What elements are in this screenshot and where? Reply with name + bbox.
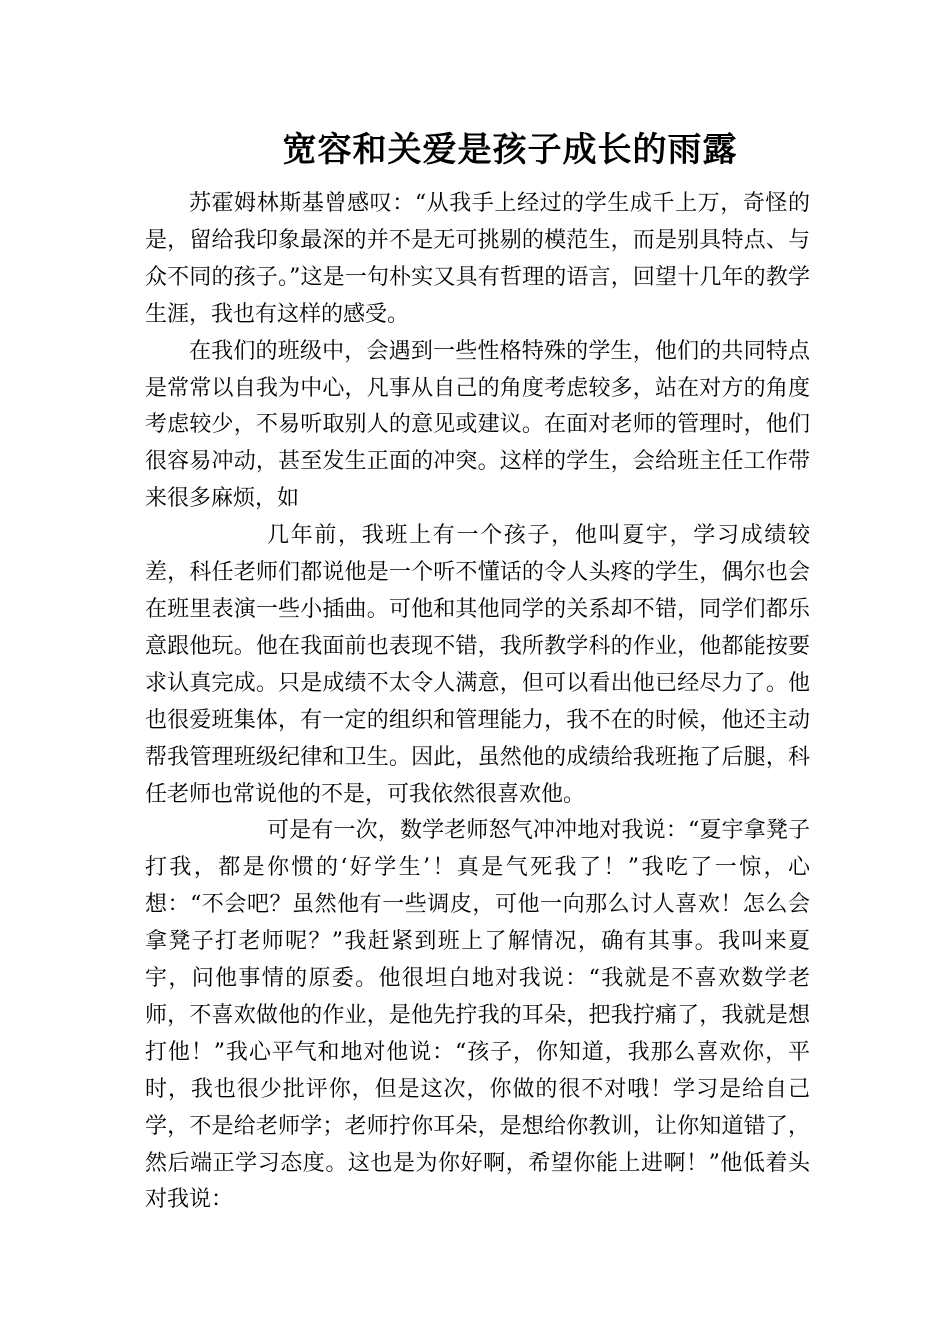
paragraph-3: 几年前，我班上有一个孩子，他叫夏宇，学习成绩较差，科任老师们都说他是一个听不懂话的令人头疼的学生，偶尔也会在班里表演一些小插曲。可他和其他同学的关系却不错，同学们都乐意跟他玩。他在我面前也表现不错，我所教学科的作业，他都能按要求认真完成。只是成绩不太令人满意，但可以看出他已经尽力了。他也很爱班集体，有一定的组织和管理能力，我不在的时候，他还主动帮我管理班级纪律和卫生。因此，虽然他的成绩给我班拖了后腿，科任老师也常说他的不是，可我依然很喜欢他。 — [145, 523, 810, 807]
paragraph-1: 苏霍姆林斯基曾感叹：“从我手上经过的学生成千上万，奇怪的是，留给我印象最深的并不是无可挑剔的模范生，而是别具特点、与众不同的孩子。”这是一句朴实又具有哲理的语言，回望十几年的教学生涯，我也有这样的感受。 — [145, 191, 810, 327]
paragraph-4: 可是有一次，数学老师怒气冲冲地对我说：“夏宇拿凳子打我，都是你惯的‘好学生’！真是气死我了！”我吃了一惊，心想：“不会吧？虽然他有一些调皮，可他一向那么讨人喜欢！怎么会拿凳子打老师呢？”我赶紧到班上了解情况，确有其事。我叫来夏宇，问他事情的原委。他很坦白地对我说：“我就是不喜欢数学老师，不喜欢做他的作业，是他先拧我的耳朵，把我拧痛了，我就是想打他！”我心平气和地对他说：“孩子，你知道，我那么喜欢你，平时，我也很少批评你，但是这次，你做的很不对哦！学习是给自己学，不是给老师学；老师拧你耳朵，是想给你教训，让你知道错了，然后端正学习态度。这也是为你好啊，希望你能上进啊！”他低着头对我说： — [145, 818, 810, 1213]
document-title: 宽容和关爱是孩子成长的雨露 — [282, 130, 738, 170]
document-body — [145, 186, 810, 1219]
paragraph-2: 在我们的班级中，会遇到一些性格特殊的学生，他们的共同特点是常常以自我为中心，凡事从自己的角度考虑较多，站在对方的角度考虑较少，不易听取别人的意见或建议。在面对老师的管理时，他们很容易冲动，甚至发生正面的冲突。这样的学生，会给班主任工作带来很多麻烦，如 — [145, 338, 810, 512]
